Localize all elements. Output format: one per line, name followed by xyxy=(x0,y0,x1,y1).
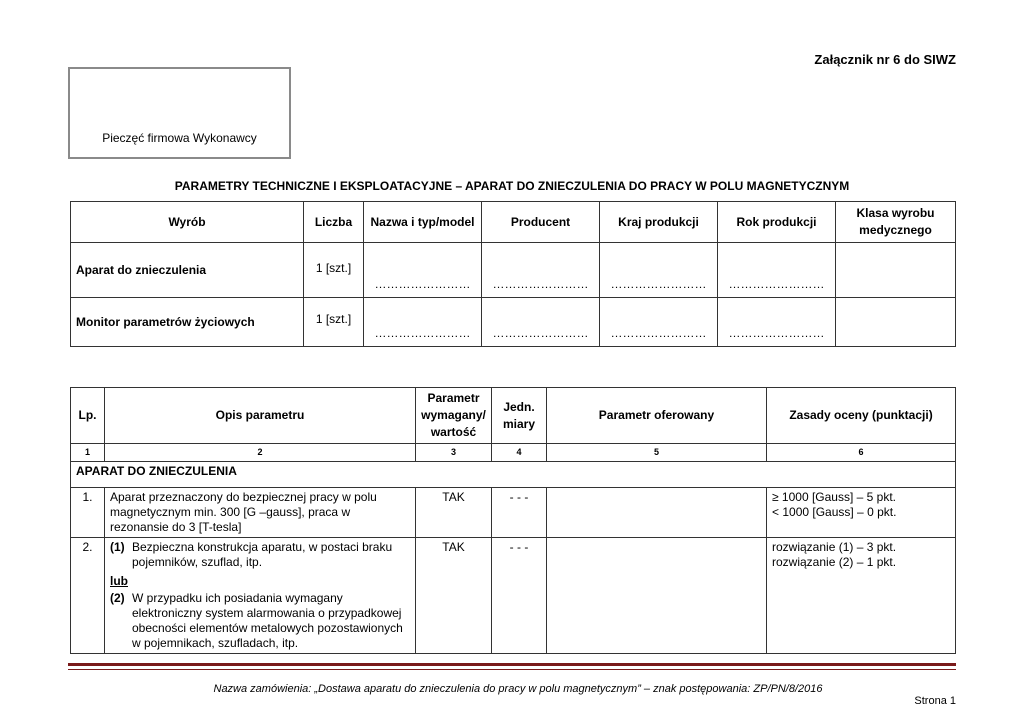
product-name: Aparat do znieczulenia xyxy=(71,243,304,298)
producer-field[interactable]: …………………… xyxy=(482,298,600,347)
model-field[interactable]: …………………… xyxy=(364,243,482,298)
row-offered-field[interactable] xyxy=(547,488,767,538)
col-number: 6 xyxy=(767,444,956,462)
header-required: Parametr wymagany/ wartość xyxy=(416,388,492,444)
option-text: Bezpieczna konstrukcja aparatu, w postaci braku pojemników, szuflad, itp. xyxy=(132,540,393,569)
col-number: 3 xyxy=(416,444,492,462)
model-field[interactable]: …………………… xyxy=(364,298,482,347)
footer-text: Nazwa zamówienia: „Dostawa aparatu do znieczulenia do pracy w polu magnetycznym” – znak postępowania: ZP/PN/8/2016 xyxy=(213,683,823,695)
row-description xyxy=(105,538,416,654)
company-stamp-box xyxy=(68,67,291,159)
country-field[interactable]: …………………… xyxy=(600,298,718,347)
footer-divider xyxy=(68,663,956,670)
option-2 xyxy=(110,591,410,651)
or-label: lub xyxy=(110,574,128,588)
row-scoring xyxy=(767,488,956,538)
product-name: Monitor parametrów życiowych xyxy=(71,298,304,347)
option-1 xyxy=(110,540,410,570)
table-row xyxy=(71,243,956,298)
class-field[interactable] xyxy=(836,243,956,298)
row-scoring xyxy=(767,538,956,654)
row-unit: - - - xyxy=(492,488,547,538)
row-unit: - - - xyxy=(492,538,547,654)
table-row xyxy=(71,488,956,538)
stamp-label: Pieczęć firmowa Wykonawcy xyxy=(102,131,257,145)
option-key: (2) xyxy=(110,591,125,605)
score-line: rozwiązanie (1) – 3 pkt. xyxy=(772,540,897,554)
score-line: ≥ 1000 [Gauss] – 5 pkt. xyxy=(772,490,896,504)
col-number: 1 xyxy=(71,444,105,462)
class-field[interactable] xyxy=(836,298,956,347)
header-offered: Parametr oferowany xyxy=(547,388,767,444)
option-text: W przypadku ich posiadania wymagany elektroniczny system alarmowania o przypadkowej obecności elementów metalowych pozostawionych w pojemnikach, szufladach, itp. xyxy=(132,591,403,650)
page-number: Strona 1 xyxy=(914,695,956,707)
header-country: Kraj produkcji xyxy=(600,202,718,243)
col-number: 4 xyxy=(492,444,547,462)
parameters-table xyxy=(70,387,956,654)
producer-field[interactable]: …………………… xyxy=(482,243,600,298)
products-table xyxy=(70,201,956,347)
product-qty: 1 [szt.] xyxy=(304,298,364,347)
score-line: < 1000 [Gauss] – 0 pkt. xyxy=(772,505,897,519)
section-row xyxy=(71,462,956,488)
header-producer: Producent xyxy=(482,202,600,243)
score-line: rozwiązanie (2) – 1 pkt. xyxy=(772,555,897,569)
header-lp: Lp. xyxy=(71,388,105,444)
header-scoring: Zasady oceny (punktacji) xyxy=(767,388,956,444)
header-quantity: Liczba xyxy=(304,202,364,243)
column-numbers-row xyxy=(71,444,956,462)
header-description: Opis parametru xyxy=(105,388,416,444)
row-description: Aparat przeznaczony do bezpiecznej pracy w polu magnetycznym min. 300 [G –gauss], praca w rezonansie do 3 [T-tesla] xyxy=(105,488,416,538)
year-field[interactable]: …………………… xyxy=(718,298,836,347)
product-qty: 1 [szt.] xyxy=(304,243,364,298)
row-required: TAK xyxy=(416,538,492,654)
header-class: Klasa wyrobu medycznego xyxy=(836,202,956,243)
params-header-row xyxy=(71,388,956,444)
country-field[interactable]: …………………… xyxy=(600,243,718,298)
col-number: 2 xyxy=(105,444,416,462)
row-offered-field[interactable] xyxy=(547,538,767,654)
header-model: Nazwa i typ/model xyxy=(364,202,482,243)
header-unit: Jedn. miary xyxy=(492,388,547,444)
col-number: 5 xyxy=(547,444,767,462)
row-lp: 1. xyxy=(71,488,105,538)
row-required: TAK xyxy=(416,488,492,538)
row-lp: 2. xyxy=(71,538,105,654)
products-header-row xyxy=(71,202,956,243)
annex-label: Załącznik nr 6 do SIWZ xyxy=(814,52,956,67)
header-year: Rok produkcji xyxy=(718,202,836,243)
table-row xyxy=(71,298,956,347)
section-title: APARAT DO ZNIECZULENIA xyxy=(71,462,956,488)
header-product: Wyrób xyxy=(71,202,304,243)
document-title: PARAMETRY TECHNICZNE I EKSPLOATACYJNE – APARAT DO ZNIECZULENIA DO PRACY W POLU MAGNETYCZNYM xyxy=(174,179,850,193)
year-field[interactable]: …………………… xyxy=(718,243,836,298)
table-row xyxy=(71,538,956,654)
option-key: (1) xyxy=(110,540,125,554)
